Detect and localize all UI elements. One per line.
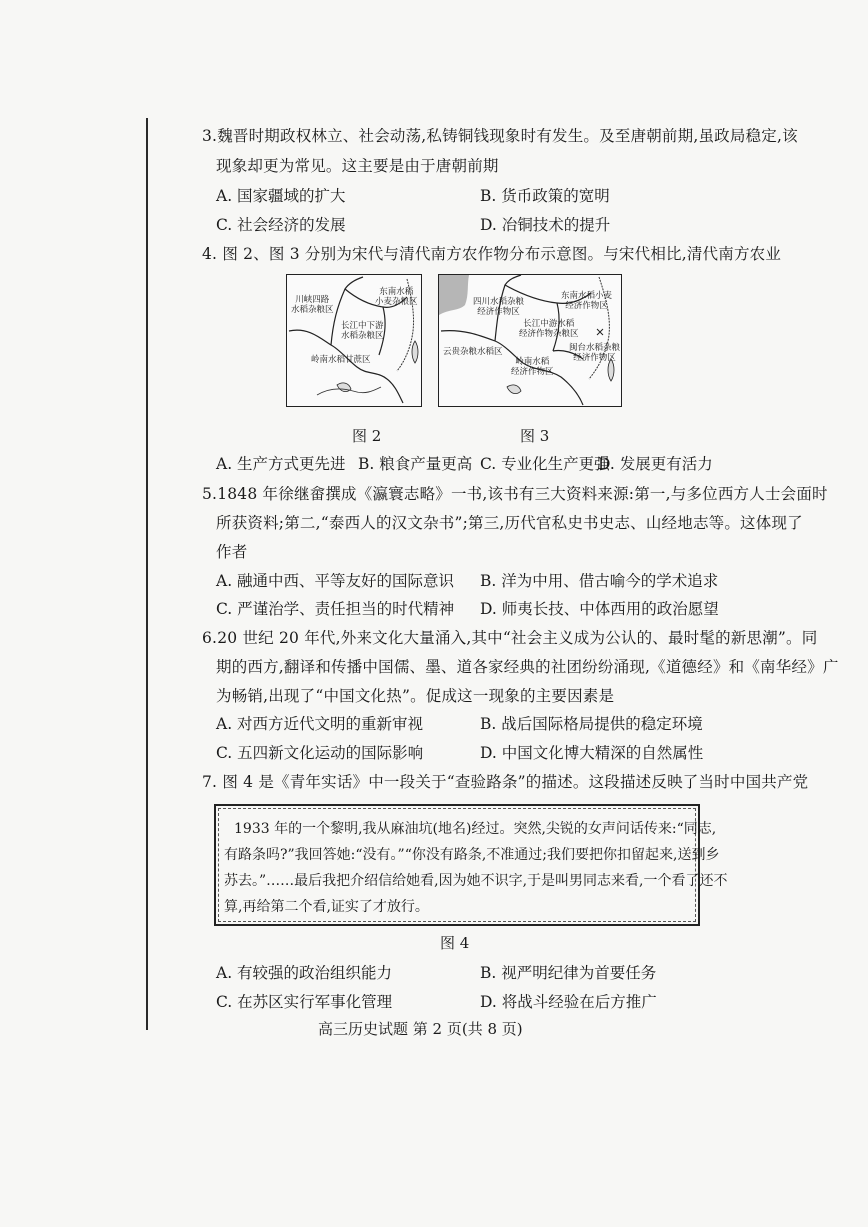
q7-option-b: B. 视严明纪律为首要任务 [480,964,657,982]
q7-option-a: A. 有较强的政治组织能力 [216,964,393,982]
q6-option-b: B. 战后国际格局提供的稳定环境 [480,715,703,733]
q6-option-c: C. 五四新文化运动的国际影响 [216,744,424,762]
fig2-region-yangtze: 长江中下游 水稻杂粮区 [341,321,384,341]
figure-4-quote-box [214,804,728,926]
fig3-region-yungui: 云贵杂粮水稻区 [443,347,503,357]
q5-stem-line3: 作者 [216,543,248,561]
q7-option-d: D. 将战斗经验在后方推广 [480,993,657,1011]
figure-3-caption: 图 3 [520,427,550,445]
q5-option-b: B. 洋为中用、借古喻今的学术追求 [480,572,719,590]
page-footer: 高三历史试题 第 2 页(共 8 页) [318,1020,523,1038]
q5-stem-line2: 所获资料;第二,“泰西人的汉文杂书”;第三,历代官私史书史志、山经地志等。这体现了 [216,514,803,532]
quote-line-4: 算,再给第二个看,证实了才放行。 [224,899,429,915]
q6-stem-line3: 为畅销,出现了“中国文化热”。促成这一现象的主要因素是 [216,687,615,705]
figure-3-map [438,274,622,407]
binding-line [146,118,148,1030]
q3-option-b: B. 货币政策的宽明 [480,187,610,205]
q5-option-a: A. 融通中西、平等友好的国际意识 [216,572,455,590]
fig3-region-southeast: 东南水稻小麦 经济作物区 [561,291,613,311]
quote-line-2: 有路条吗?”我回答她:“没有。”“你没有路条,不准通过;我们要把你扣留起来,送到乡 [224,847,720,863]
fig3-region-sichuan: 四川水稻杂粮 经济作物区 [473,297,525,317]
q5-option-c: C. 严谨治学、责任担当的时代精神 [216,600,455,618]
q6-option-a: A. 对西方近代文明的重新审视 [216,715,424,733]
q4-option-c: C. 专业化生产更强 [480,455,610,473]
fig2-region-sichuan: 川峡四路 水稻杂粮区 [291,295,334,315]
figure-2-caption: 图 2 [352,427,382,445]
quote-line-1: 1933 年的一个黎明,我从麻油坑(地名)经过。突然,尖锐的女声问话传来:“同志, [234,821,717,837]
figure-2-map [286,274,422,407]
fig3-region-mintai: 闽台水稻杂粮 经济作物区 [569,343,621,363]
q5-option-d: D. 师夷长技、中体西用的政治愿望 [480,600,719,618]
fig2-region-southeast: 东南水稻 小麦杂粮区 [375,287,418,307]
q4-option-b: B. 粮食产量更高 [358,455,473,473]
q3-option-d: D. 冶铜技术的提升 [480,216,611,234]
q5-stem-line1: 5.1848 年徐继畲撰成《瀛寰志略》一书,该书有三大资料来源:第一,与多位西方人士会面时 [202,485,828,503]
q4-option-d: D. 发展更有活力 [598,455,713,473]
fig2-region-lingnan: 岭南水稻甘蔗区 [311,355,371,365]
q6-stem-line2: 期的西方,翻译和传播中国儒、墨、道各家经典的社团纷纷涌现,《道德经》和《南华经》广 [216,658,839,676]
q6-option-d: D. 中国文化博大精深的自然属性 [480,744,704,762]
q3-stem-line1: 3.魏晋时期政权林立、社会动荡,私铸铜钱现象时有发生。及至唐朝前期,虽政局稳定,该 [202,127,798,145]
q6-stem-line1: 6.20 世纪 20 年代,外来文化大量涌入,其中“社会主义成为公认的、最时髦的新思潮”。同 [202,629,818,647]
q3-option-a: A. 国家疆域的扩大 [216,187,346,205]
q7-option-c: C. 在苏区实行军事化管理 [216,993,393,1011]
q3-option-c: C. 社会经济的发展 [216,216,346,234]
q4-option-a: A. 生产方式更先进 [216,455,346,473]
q7-stem-line1: 7. 图 4 是《青年实话》中一段关于“查验路条”的描述。这段描述反映了当时中国共产党 [202,773,809,791]
quote-line-3: 苏去。”……最后我把介绍信给她看,因为她不识字,于是叫男同志来看,一个看了还不 [224,873,728,889]
q3-stem-line2: 现象却更为常见。这主要是由于唐朝前期 [216,157,499,175]
fig3-region-lingnan: 岭南水稻 经济作物区 [511,357,554,377]
fig3-region-yangtze: 长江中游水稻 经济作物杂粮区 [519,319,579,339]
figure-4-caption: 图 4 [440,934,470,952]
q4-stem-line1: 4. 图 2、图 3 分别为宋代与清代南方农作物分布示意图。与宋代相比,清代南方农业 [202,245,782,263]
